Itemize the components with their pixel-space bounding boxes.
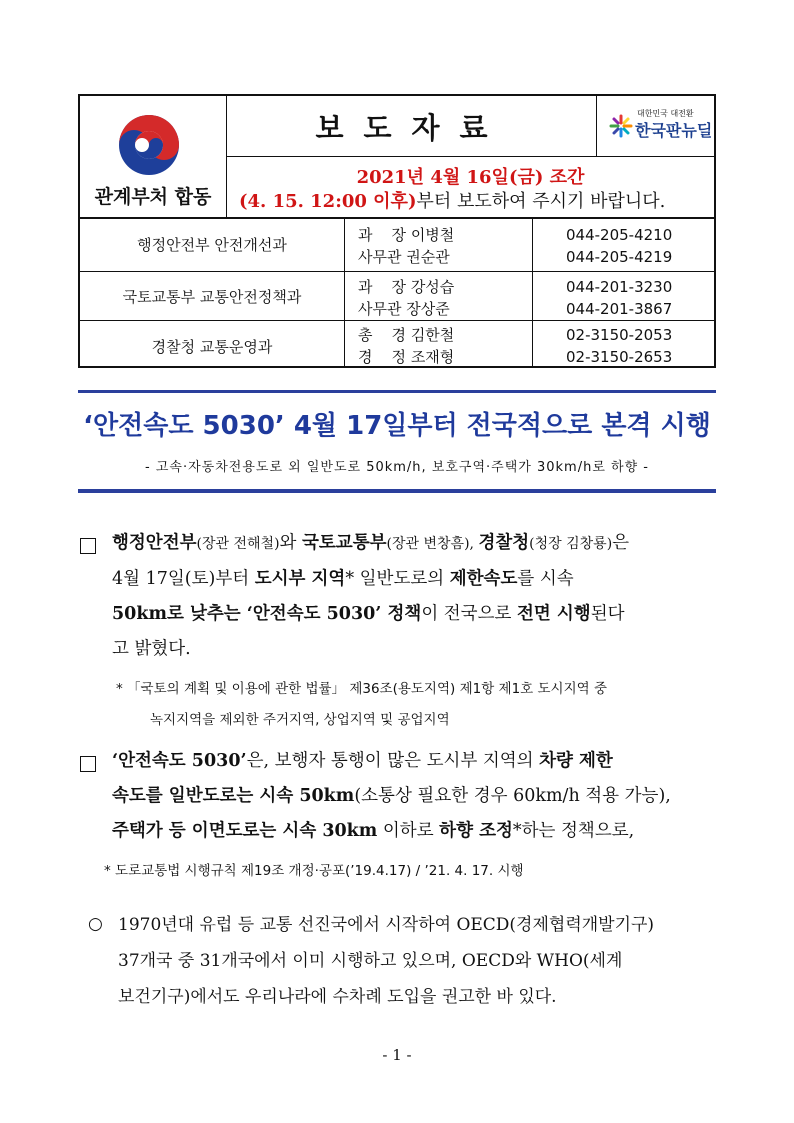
contact-phone-3b: 02-3150-2653	[566, 348, 673, 366]
new-deal-tagline: 대한민국 대전환	[637, 109, 694, 118]
press-release-header	[78, 94, 716, 368]
contact-dept-1: 행정안전부 안전개선과	[137, 236, 287, 254]
release-instruction	[239, 187, 714, 213]
bullet-line-2: 37개국 중 31개국에서 이미 시행하고 있으며, OECD와 WHO(세계	[118, 951, 623, 971]
embargo-time: (4. 15. 12:00 이후)	[239, 191, 417, 212]
contact-phone-3a: 02-3150-2053	[566, 326, 673, 344]
footnote-2: * 도로교통법 시행규칙 제19조 개정·공포(’19.4.17) / ’21. 4. 17. 시행	[104, 863, 524, 879]
headline-bottom-rule	[78, 489, 716, 493]
release-date: 2021년 4월 16일(금) 조간	[356, 167, 585, 188]
embargo-info	[227, 157, 714, 217]
para1-line1: 행정안전부(장관 전해철)와 국토교통부(장관 변창흠), 경찰청(청장 김창룡)은	[112, 533, 630, 553]
section-box-2	[80, 756, 96, 772]
bullet-line-3: 보건기구)에서도 우리나라에 수차례 도입을 권고한 바 있다.	[118, 987, 557, 1007]
contact-dept-2: 국토교통부 교통안전정책과	[122, 288, 302, 306]
new-deal-wordmark: 한국판뉴딜	[635, 121, 713, 140]
new-deal-star-icon	[609, 114, 633, 138]
para2-line1: ‘안전속도 5030’은, 보행자 통행이 많은 도시부 지역의 차량 제한	[112, 751, 613, 771]
contact-phone-2a: 044-201-3230	[566, 278, 673, 296]
contact-people-1: 과 장 이병철 사무관 권순관	[358, 226, 455, 266]
headline: ‘안전속도 5030’ 4월 17일부터 전국적으로 본격 시행	[83, 411, 711, 441]
contact-phone-2b: 044-201-3867	[566, 300, 673, 318]
release-instruction-text: 부터 보도하여 주시기 바랍니다.	[416, 191, 666, 212]
taegeuk-emblem-icon	[114, 110, 184, 180]
para1-line4: 고 밝혔다.	[112, 639, 191, 659]
bullet-line-1: 1970년대 유럽 등 교통 선진국에서 시작하여 OECD(경제협력개발기구)	[118, 915, 655, 935]
headline-top-rule	[78, 390, 716, 393]
para1-line3: 50km로 낮추는 ‘안전속도 5030’ 정책이 전국으로 전면 시행된다	[112, 604, 625, 624]
press-release-title-cell	[227, 96, 596, 156]
government-logo-block	[80, 96, 226, 217]
korean-new-deal-logo	[597, 96, 714, 156]
bullet-paragraph	[118, 907, 724, 1015]
contact-people-3: 총 경 김한철 경 정 조재형	[358, 326, 455, 366]
paragraph-1	[112, 526, 722, 667]
footnote-1-line1: * 「국토의 계획 및 이용에 관한 법률」 제36조(용도지역) 제1항 제1호 도시지역 중	[116, 681, 607, 697]
press-release-title: 보도자료	[315, 110, 508, 145]
bullet-circle-icon: ○	[88, 914, 103, 934]
contact-phone-1b: 044-205-4219	[566, 248, 673, 266]
joint-ministries-label: 관계부처 합동	[94, 186, 212, 208]
contact-dept-3: 경찰청 교통운영과	[151, 338, 273, 356]
section-box-1	[80, 538, 96, 554]
footnote-1-line2: 녹지지역을 제외한 주거지역, 상업지역 및 공업지역	[150, 712, 450, 728]
para2-line2: 속도를 일반도로는 시속 50km(소통상 필요한 경우 60km/h 적용 가능),	[112, 786, 671, 806]
paragraph-2	[112, 744, 722, 849]
page-number: - 1 -	[382, 1046, 412, 1064]
contact-phone-1a: 044-205-4210	[566, 226, 673, 244]
subheadline: - 고속·자동차전용도로 외 일반도로 50km/h, 보호구역·주택가 30km/h로 하향 -	[145, 460, 649, 475]
contact-people-2: 과 장 강성습 사무관 장상준	[358, 278, 455, 318]
para2-line3: 주택가 등 이면도로는 시속 30km 이하로 하향 조정*하는 정책으로,	[112, 821, 635, 841]
para1-line2: 4월 17일(토)부터 도시부 지역* 일반도로의 제한속도를 시속	[112, 569, 574, 589]
